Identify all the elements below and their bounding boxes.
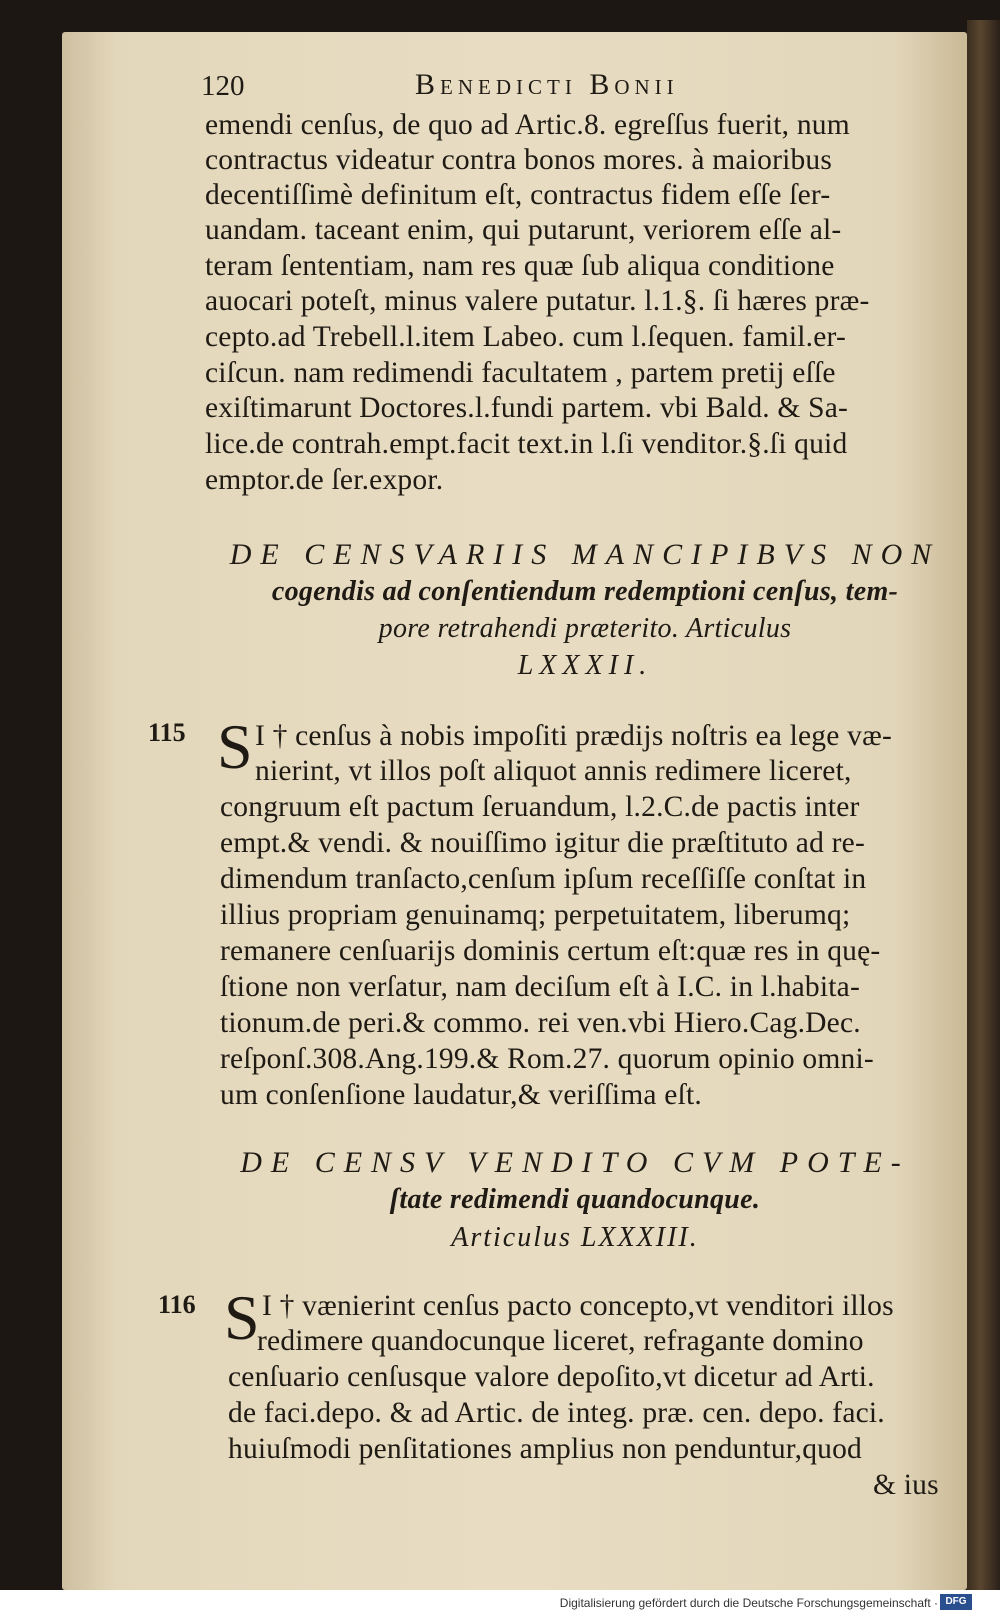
text-line: empt.& vendi. & nouiſſimo igitur die præſtituto ad re- xyxy=(220,827,865,859)
article-number: Articulus LXXXIII. xyxy=(451,1222,699,1253)
margin-number: 116 xyxy=(158,1290,196,1319)
text-line: ſtione non verſatur, nam deciſum eſt à I.C. in l.habita- xyxy=(220,971,860,1003)
text-line: dimendum tranſacto,cenſum ipſum receſſiſſe conſtat in xyxy=(220,863,867,895)
catchword: & ius xyxy=(873,1469,939,1501)
text-line: emendi cenſus, de quo ad Artic.8. egreſſus fuerit, num xyxy=(205,109,850,141)
funding-credit: Digitalisierung gefördert durch die Deutsche Forschungsgemeinschaft · xyxy=(559,1596,938,1610)
text-line: reſponſ.308.Ang.199.& Rom.27. quorum opinio omni- xyxy=(220,1043,874,1075)
text-line: congruum eſt pactum ſeruandum, l.2.C.de pactis inter xyxy=(220,791,860,823)
text-line: auocari poteſt, minus valere putatur. l.1.§. ſi hæres præ- xyxy=(205,285,870,317)
heading-line: cogendis ad conſentiendum redemptioni cenſus, tem- xyxy=(271,576,899,607)
text-line: I † cenſus à nobis impoſiti prædijs noſtris ea lege væ- xyxy=(255,720,892,752)
heading-line: ſtate redimendi quandocunque. xyxy=(389,1184,761,1215)
text-line: redimere quandocunque liceret, refragante domino xyxy=(257,1325,864,1357)
text-line: cepto.ad Trebell.l.item Labeo. cum l.ſequen. famil.er- xyxy=(205,321,846,353)
text-line: ciſcun. nam redimendi facultatem , partem pretij eſſe xyxy=(205,357,836,389)
heading-line: pore retrahendi præterito. Articulus xyxy=(378,613,792,644)
text-line: emptor.de ſer.expor. xyxy=(205,464,444,496)
text-line: tionum.de peri.& commo. rei ven.vbi Hiero.Cag.Dec. xyxy=(220,1007,861,1039)
drop-cap: S xyxy=(224,1282,260,1353)
text-line: teram ſententiam, nam res quæ ſub aliqua conditione xyxy=(205,250,835,282)
book-edge xyxy=(967,20,1000,1590)
text-line: remanere cenſuarijs dominis certum eſt:quæ res in quę- xyxy=(220,935,881,967)
text-line: exiſtimarunt Doctores.l.fundi partem. vbi Bald. & Sa- xyxy=(205,392,849,424)
heading-caps: DE CENSVARIIS MANCIPIBVS NON xyxy=(229,538,941,571)
text-line: I † vænierint cenſus pacto concepto,vt venditori illos xyxy=(262,1290,894,1322)
text-line: uandam. taceant enim, qui putarunt, veriorem eſſe al- xyxy=(205,214,842,246)
drop-cap: S xyxy=(217,711,253,782)
text-line: decentiſſimè definitum eſt, contractus fidem eſſe ſer- xyxy=(205,179,831,211)
page-number: 120 xyxy=(201,70,245,102)
heading-caps: DE CENSV VENDITO CVM POTE- xyxy=(240,1146,910,1179)
text-line: um conſenſione laudatur,& veriſſima eſt. xyxy=(220,1079,702,1111)
text-line: contractus videatur contra bonos mores. à maioribus xyxy=(205,144,833,176)
text-line: illius propriam genuinamq; perpetuitatem, liberumq; xyxy=(220,899,851,931)
margin-number: 115 xyxy=(148,718,186,747)
article-number: LXXXII. xyxy=(517,650,653,681)
text-line: cenſuario cenſusque valore depoſito,vt dicetur ad Arti. xyxy=(228,1361,875,1393)
text-line: nierint, vt illos poſt aliquot annis redimere liceret, xyxy=(255,755,852,787)
text-line: de faci.depo. & ad Artic. de integ. præ. cen. depo. faci. xyxy=(228,1397,885,1429)
text-line: huiuſmodi penſitationes amplius non penduntur,quod xyxy=(228,1433,862,1465)
running-title: Benedicti Bonii xyxy=(415,68,679,101)
text-line: lice.de contrah.empt.facit text.in l.ſi venditor.§.ſi quid xyxy=(205,428,848,460)
dfg-logo: DFG xyxy=(940,1594,972,1610)
